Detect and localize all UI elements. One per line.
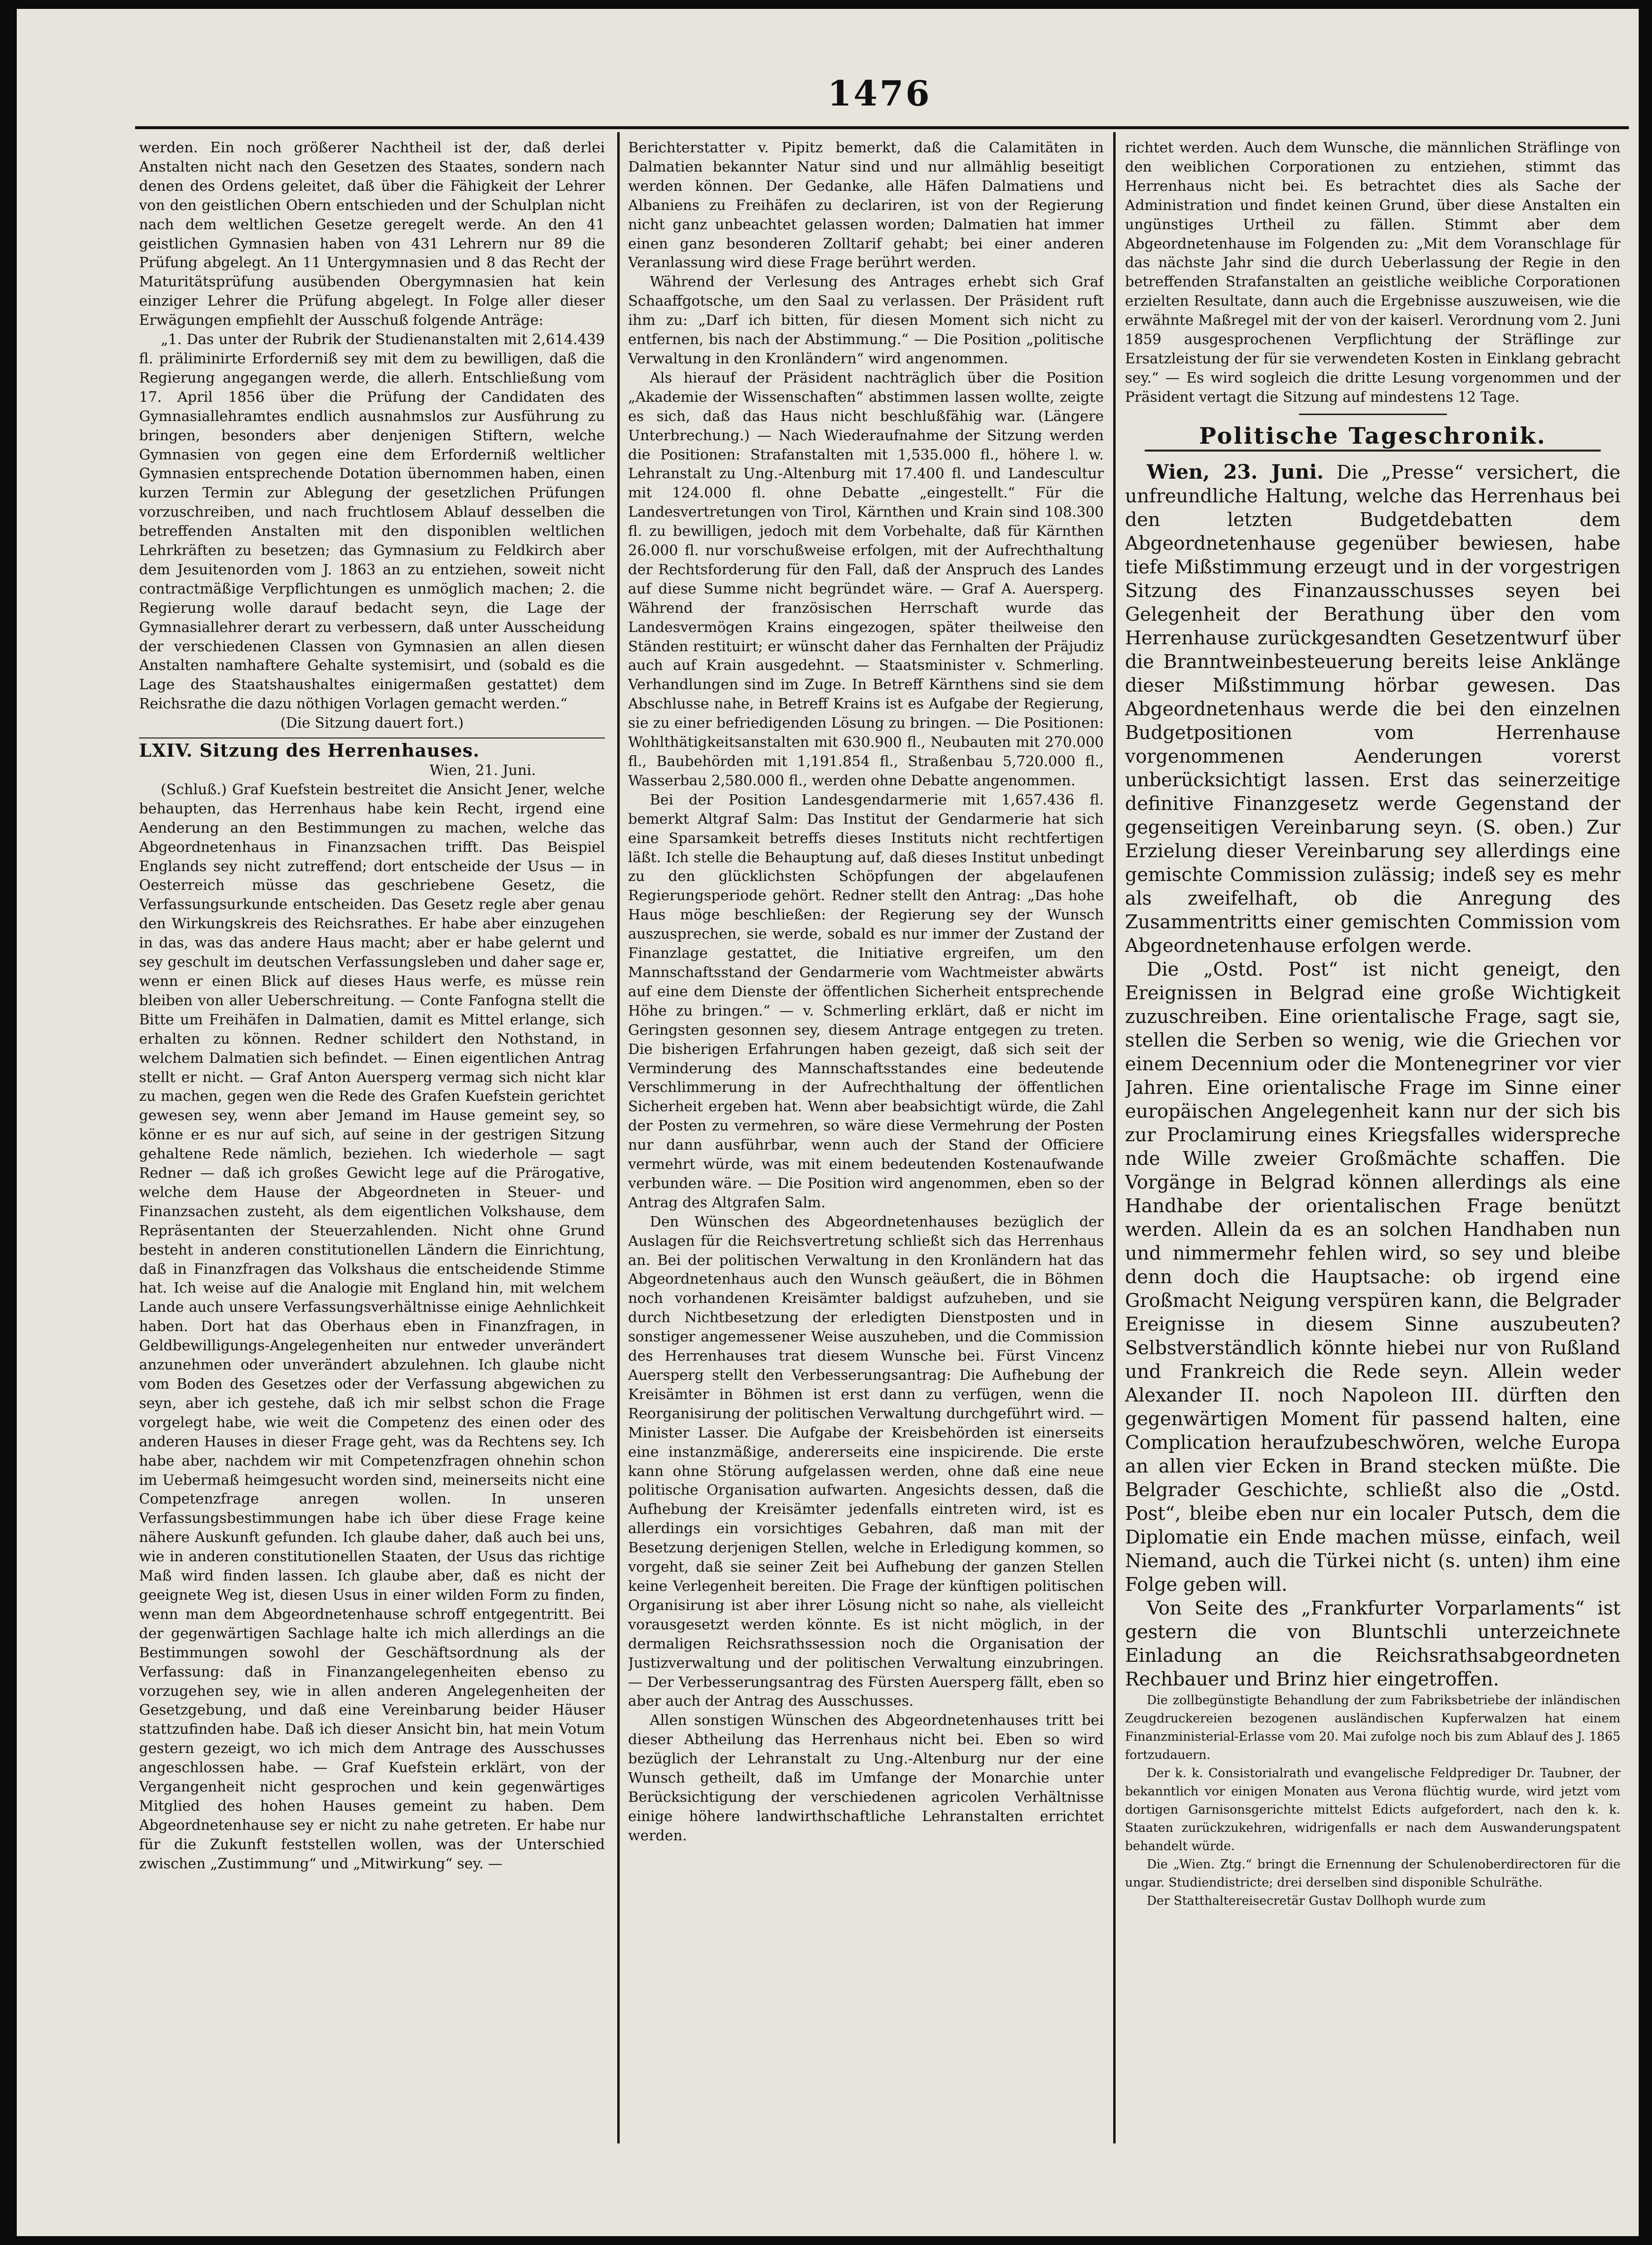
paragraph: Als hierauf der Präsident nachträglich über die Position „Akademie der Wissenschaften“ abstimmen lassen wollte, zeigte es sich, daß das Haus nicht beschlußfähig war. (Längere Unterbrechung.) — Nach Wiederaufnahme der Sitzung werden die Positionen: Strafanstalten mit 1,535.000 fl., höhere l. w. Lehranstalt zu Ung.-Altenburg mit 17.400 fl. und Landescultur mit 124.000 fl. ohne Debatte „eingestellt.“ Für die Landesvertretungen von Tirol, Kärnthen und Krain sind 108.300 fl. zu bewilligen, jedoch mit dem Vorbehalte, daß für Kärnthen 26.000 fl. nur vorschußweise erfolgen, mit der Aufrechthaltung der Rechtsforderung für den Fall, daß der Anspruch des Landes auf diese Summe nicht begründet wäre. — Graf A. Auersperg. Während der französischen Herrschaft wurde das Landesvermögen Krains eingezogen, später theilweise den Ständen restituirt; er wünscht daher das Fernhalten der Präjudiz auch auf Krain ausgedehnt. — Staatsminister v. Schmerling. Verhandlungen sind im Zuge. In Betreff Kärnthens sind sie dem Abschlusse nahe, in Betreff Krains ist es Aufgabe der Regierung, sie zu einer befriedigenden Lösung zu bringen. — Die Positionen: Wohlthätigkeitsanstalten mit 630.900 fl., Neubauten mit 270.000 fl., Baubehörden mit 1,191.854 fl., Straßenbau 5,720.000 fl., Wasserbau 2,580.000 fl., werden ohne Debatte angenommen.: [628, 369, 1104, 789]
dateline: Wien, 21. Juni.: [429, 762, 536, 778]
header-rule: [135, 126, 1629, 129]
paragraph: richtet werden. Auch dem Wunsche, die männlichen Sträflinge von den weiblichen Corporationen zu entziehen, stimmt das Herrenhaus nicht bei. Es betrachtet dies als Sache der Administration und findet keinen Grund, über diese Anstalten ein ungünstiges Urtheil zu fällen. Stimmt aber dem Abgeordnetenhause im Folgenden zu: „Mit dem Voranschlage für das nächste Jahr sind die durch Ueberlassung der Regie in den betreffenden Strafanstalten an geistliche weibliche Corporationen erzielten Resultate, dann auch die Ergebnisse auszuweisen, wie die erwähnte Maßregel mit der von der kaiserl. Verordnung vom 2. Juni 1859 ausgesprochenen Verpflichtung der Sträflinge zur Ersatzleistung der für sie verwendeten Kosten in Einklang gebracht sey.“ — Es wird sogleich die dritte Lesung vorgenommen und der Präsident vertagt die Sitzung auf mindestens 12 Tage.: [1125, 139, 1620, 405]
paragraph: werden. Ein noch größerer Nachtheil ist der, daß derlei Anstalten nicht nach den Gesetzen des Staates, sondern nach denen des Ordens geleitet, daß über die Fähigkeit der Lehrer von den geistlichen Obern entschieden und der Schulplan nicht nach dem weltlichen Gesetze geregelt werde. An den 41 geistlichen Gymnasien haben von 431 Lehrern nur 89 die Prüfung abgelegt. An 11 Untergymnasien und 8 das Recht der Maturitätsprüfung ausübenden Obergymnasien hat kein einziger Lehrer die Prüfung abgelegt. In Folge aller dieser Erwägungen empfiehlt der Ausschuß folgende Anträge:: [139, 139, 605, 329]
dateline-paragraph: [1125, 460, 1620, 957]
section-heading: LXIV. Sitzung des Herrenhauses.: [139, 740, 480, 762]
title-rule: [1145, 450, 1601, 452]
paragraph: Die zollbegünstigte Behandlung der zum Fabriksbetriebe der inländischen Zeugdruckereien bezogenen ausländischen Kupferwalzen hat einem Finanzministerial-Erlasse vom 20. Mai zufolge noch bis zum Ablauf des J. 1865 fortzudauern.: [1125, 1692, 1620, 1762]
section-divider: [1299, 414, 1447, 415]
chronicle-title: Politische Tageschronik.: [1199, 422, 1547, 449]
newspaper-page: [17, 9, 1639, 2236]
paragraph: (Schluß.) Graf Kuefstein bestreitet die Ansicht Jener, welche behaupten, das Herrenhaus habe kein Recht, irgend eine Aenderung an den Bestimmungen zu machen, welche das Abgeordnetenhaus in Finanzsachen trifft. Das Beispiel Englands sey nicht zutreffend; dort entscheide der Usus — in Oesterreich müsse das geschriebene Gesetz, die Verfassungsurkunde entscheiden. Das Gesetz regle aber genau den Wirkungskreis des Reichsrathes. Er habe aber einzugehen in das, was das andere Haus macht; aber er habe gelernt und sey geschult im deutschen Verfassungsleben und daher sage er, wenn er einen Blick auf dieses Haus werfe, es müsse rein bleiben von aller Ueberschreitung. — Conte Fanfogna stellt die Bitte um Freihäfen in Dalmatien, damit es Mittel erlange, sich erhalten zu können. Redner schildert den Nothstand, in welchem Dalmatien sich befindet. — Einen eigentlichen Antrag stellt er nicht. — Graf Anton Auersperg vermag sich nicht klar zu machen, gegen wen die Rede des Grafen Kuefstein gerichtet gewesen sey, wenn aber Jemand im Hause gemeint sey, so könne er es nur auf sich, auf seine in der gestrigen Sitzung gehaltene Rede nämlich, beziehen. Ich wiederhole — sagt Redner — daß ich großes Gewicht lege auf die Prärogative, welche dem Hause der Abgeordneten in Steuer- und Finanzsachen zusteht, als dem eigentlichen Volkshause, dem Repräsentanten der Steuerzahlenden. Nicht ohne Grund besteht in anderen constitutionellen Ländern die Einrichtung, daß in Finanzfragen das Volkshaus die entscheidende Stimme hat. Ich weise auf die Analogie mit England hin, mit welchem Lande auch unsere Verfassungsverhältnisse einige Aehnlichkeit haben. Dort hat das Oberhaus eben in Finanzfragen, in Geldbewilligungs-Angelegenheiten nur entweder unverändert anzunehmen oder unverändert abzulehnen. Ich glaube nicht vom Boden des Gesetzes oder der Verfassung abgewichen zu seyn, aber ich gestehe, daß ich mir selbst schon die Frage vorgelegt habe, wie weit die Competenz des einen oder des anderen Hauses in dieser Frage geht, was da Rechtens sey. Ich habe aber, nachdem wir mit Competenzfragen ohnehin schon im Uebermaß heimgesucht worden sind, meinerseits nicht eine Competenzfrage anregen wollen. In unseren Verfassungsbestimmungen habe ich über diese Frage keine nähere Auskunft gefunden. Ich glaube daher, daß auch bei uns, wie in anderen constitutionellen Staaten, der Usus das richtige Maß wird finden lassen. Ich glaube aber, daß es nicht der geeignete Weg ist, diesen Usus in einer wilden Form zu finden, wenn man dem Abgeordnetenhause schroff entgegentritt. Bei der gegenwärtigen Sachlage halte ich mich allerdings an die Bestimmungen sowohl der Geschäftsordnung als der Verfassung: daß in Finanzangelegenheiten ebenso zu vorzugehen sey, wie in allen anderen Angelegenheiten der Gesetzgebung, und daß eine Vereinbarung beider Häuser stattzufinden habe. Daß ich dieser Ansicht bin, hat mein Votum gestern gezeigt, wo ich mich dem Antrage des Ausschusses angeschlossen habe. — Graf Kuefstein erklärt, von der Vergangenheit nicht gesprochen und kein gegenwärtiges Mitglied des hohen Hauses gemeint zu haben. Dem Abgeordnetenhause sey er nicht zu nahe getreten. Er habe nur für die Zukunft feststellen wollen, was der Unterschied zwischen „Zustimmung“ und „Mitwirkung“ sey. —: [139, 780, 605, 1872]
column-1: [139, 138, 605, 2135]
paragraph: Die „Ostd. Post“ ist nicht geneigt, den Ereignissen in Belgrad eine große Wichtigkeit zuzuschreiben. Eine orientalische Frage, sagt sie, stellen die Serben so wenig, wie die Griechen vor einem Decennium oder die Montenegriner vor vier Jahren. Eine orientalische Frage im Sinne einer europäischen Angelegenheit kann nur der sich bis zur Proclamirung eines Kriegsfalles widerspreche nde Wille zweier Großmächte schaffen. Die Vorgänge in Belgrad können allerdings als eine Handhabe der orientalischen Frage benützt werden. Allein da es an solchen Handhaben nun und nimmermehr fehlen wird, so sey und bleibe denn doch die Hauptsache: ob irgend eine Großmacht Neigung verspüren kann, die Belgrader Ereignisse in diesem Sinne auszubeuten? Selbstverständlich könnte hiebei nur von Rußland und Frankreich die Rede seyn. Allein weder Alexander II. noch Napoleon III. dürften den gegenwärtigen Moment für passend halten, eine Complication heraufzubeschwören, welche Europa an allen vier Ecken in Brand stecken müßte. Die Belgrader Geschichte, schließt also die „Ostd. Post“, bleibe eben nur ein localer Putsch, dem die Diplomatie ein Ende machen müsse, einfach, weil Niemand, auch die Türkei nicht (s. unten) ihm eine Folge geben will.: [1125, 958, 1620, 1595]
paragraph: Der Statthaltereisecretär Gustav Dollhoph wurde zum: [1147, 1893, 1486, 1908]
paragraph: Die „Wien. Ztg.“ bringt die Ernennung der Schulenoberdirectoren für die ungar. Studiendistricte; drei derselben sind disponible Schulräthe.: [1125, 1857, 1620, 1890]
page-number: 1476: [827, 73, 932, 114]
column-3: [1125, 138, 1620, 2135]
column-divider-1: [617, 132, 620, 2143]
paragraph: Berichterstatter v. Pipitz bemerkt, daß die Calamitäten in Dalmatien bekannter Natur sind und nur allmählig beseitigt werden können. Der Gedanke, alle Häfen Dalmatiens und Albaniens zu Freihäfen zu declariren, ist von der Regierung nicht ganz unbeachtet gelassen worden; Dalmatien hat immer einen ganz besonderen Zolltarif gehabt; bei einer anderen Veranlassung wird diese Frage berührt werden.: [628, 139, 1104, 271]
session-continues-note: (Die Sitzung dauert fort.): [280, 714, 464, 732]
wien-dateline: Wien, 23. Juni.: [1147, 460, 1324, 484]
paragraph: Während der Verlesung des Antrages erhebt sich Graf Schaaffgotsche, um den Saal zu verlassen. Der Präsident ruft ihm zu: „Darf ich bitten, für diesen Moment sich nicht zu entfernen, bis nach der Abstimmung.“ — Die Position „politische Verwaltung in den Kronländern“ wird angenommen.: [628, 273, 1104, 367]
paragraph: Die „Presse“ versichert, die unfreundliche Haltung, welche das Herrenhaus bei den letzten Budgetdebatten dem Abgeordnetenhause gegenüber bewiesen, habe tiefe Mißstimmung erzeugt und in der vorgestrigen Sitzung des Finanzausschusses seyen bei Gelegenheit der Berathung über den vom Herrenhause zurückgesandten Gesetzentwurf über die Branntweinbesteuerung bereits leise Anklänge dieser Mißstimmung hörbar gewesen. Das Abgeordnetenhaus werde die bei den einzelnen Budgetpositionen vom Herrenhause vorgenommenen Aenderungen vorerst unberücksichtigt lassen. Erst das seinerzeitige definitive Finanzgesetz werde Gegenstand der gegenseitigen Vereinbarung seyn. (S. oben.) Zur Erzielung dieser Vereinbarung sey allerdings eine gemischte Commission zulässig; indeß sey es mehr als zweifelhaft, ob die Anregung des Zusammentritts einer gemischten Commission vom Abgeordnetenhause erfolgen werde.: [1125, 461, 1620, 956]
column-2: [628, 138, 1104, 2135]
paragraph: Den Wünschen des Abgeordnetenhauses bezüglich der Auslagen für die Reichsvertretung schließt sich das Herrenhaus an. Bei der politischen Verwaltung in den Kronländern hat das Abgeordnetenhaus auch den Wunsch geäußert, die in Böhmen noch vorhandenen Kreisämter baldigst aufzuheben, und sie durch Nichtbesetzung der erledigten Dienstposten und in sonstiger angemessener Weise auszuheben, und die Commission des Herrenhauses trat diesem Wunsche bei. Fürst Vincenz Auersperg stellt den Verbesserungsantrag: Die Aufhebung der Kreisämter in Böhmen ist erst dann zu verfügen, wenn die Reorganisirung der politischen Verwaltung durchgeführt wird. — Minister Lasser. Die Aufgabe der Kreisbehörden ist einerseits eine instanzmäßige, andererseits eine inspicirende. Die erste kann ohne Störung aufgelassen werden, ohne daß eine neue politische Organisation aufwarten. Angesichts dessen, daß die Aufhebung der Kreisämter jedenfalls eintreten wird, ist es allerdings ein vorsichtiges Gebahren, daß man mit der Besetzung derjenigen Stellen, welche in Erledigung kommen, so vorgeht, daß sie seiner Zeit bei Aufhebung der ganzen Stellen keine Verlegenheit bereiten. Die Frage der künftigen politischen Organisirung ist aber ihrer Lösung nicht so nahe, als vielleicht vorausgesetzt werden könnte. Es ist nicht möglich, in der dermaligen Reichsrathssession noch die Organisation der Justizverwaltung und der politischen Verwaltung einzubringen. — Der Verbesserungsantrag des Fürsten Auersperg fällt, eben so aber auch der Antrag des Ausschusses.: [628, 1213, 1104, 1710]
paragraph: Bei der Position Landesgendarmerie mit 1,657.436 fl. bemerkt Altgraf Salm: Das Institut der Gendarmerie hat sich eine Sparsamkeit betreffs dieses Instituts nicht rechtfertigen läßt. Ich stelle die Behauptung auf, daß dieses Institut unbedingt zu den glücklichsten Schöpfungen der abgelaufenen Regierungsperiode gehört. Redner stellt den Antrag: „Das hohe Haus möge beschließen: der Regierung sey der Wunsch auszusprechen, sie werde, sobald es nur immer der Zustand der Finanzlage gestattet, die Initiative ergreifen, um den Mannschaftsstand der Gendarmerie vom Wachtmeister abwärts auf eine dem Dienste der öffentlichen Sicherheit entsprechende Höhe zu bringen.“ — v. Schmerling erklärt, daß er nicht im Geringsten gesonnen sey, diesem Antrage entgegen zu treten. Die bisherigen Erfahrungen haben gezeigt, daß sich seit der Verminderung des Mannschaftsstandes eine bedeutende Verschlimmerung in der Aufrechthaltung der öffentlichen Sicherheit ergeben hat. Wenn aber beabsichtigt würde, die Zahl der Posten zu vermehren, so wäre diese Vermehrung der Posten nur dann ausführbar, wenn auch der Stand der Officiere vermehrt würde, was mit einem bedeutenden Kostenaufwande verbunden wäre. — Die Position wird angenommen, eben so der Antrag des Altgrafen Salm.: [628, 791, 1104, 1211]
paragraph: „1. Das unter der Rubrik der Studienanstalten mit 2,614.439 fl. präliminirte Erforderniß sey mit dem zu bewilligen, daß die Regierung angegangen werde, die allerh. Entschließung vom 17. April 1856 über die Prüfung der Candidaten des Gymnasiallehramtes endlich ausnahmslos zur Ausführung zu bringen, besonders aber denjenigen Stiftern, welche Gymnasien von gegen eine dem Erforderniß weltlicher Gymnasien entsprechende Dotation übernommen haben, einen kurzen Termin zur Ablegung der gesetzlichen Prüfungen vorzuschreiben, und nach fruchtlosem Ablauf desselben die betreffenden Anstalten mit den disponiblen weltlichen Lehrkräften zu besetzen; das Gymnasium zu Feldkirch aber dem Jesuitenorden vom J. 1863 an zu entziehen, soweit nicht contractmäßige Verpflichtungen es unmöglich machen; 2. die Regierung wolle darauf bedacht seyn, die Lage der Gymnasiallehrer derart zu verbessern, daß unter Ausscheidung der verschiedenen Classen von Gymnasien an allen diesen Anstalten namhaftere Gehalte systemisirt, und (sobald es die Lage des Staatshaushaltes einigermaßen gestattet) dem Reichsrathe die dazu nöthigen Vorlagen gemacht werden.“: [139, 331, 605, 712]
paragraph: Der k. k. Consistorialrath und evangelische Feldprediger Dr. Taubner, der bekanntlich vor einigen Monaten aus Verona flüchtig wurde, wird jetzt vom dortigen Garnisonsgerichte mittelst Edicts aufgefordert, nach den k. k. Staaten zurückzukehren, widrigenfalls er nach dem Auswanderungspatent behandelt würde.: [1125, 1765, 1620, 1853]
column-divider-2: [1113, 132, 1116, 2143]
paragraph: Allen sonstigen Wünschen des Abgeordnetenhauses tritt bei dieser Abtheilung das Herrenhaus nicht bei. Eben so wird bezüglich der Lehranstalt zu Ung.-Altenburg nur der eine Wunsch getheilt, daß im Umfange der Monarchie unter Berücksichtigung der verschiedenen agricolen Verhältnisse einige höhere landwirthschaftliche Lehranstalten errichtet werden.: [628, 1712, 1104, 1844]
section-divider: [139, 737, 605, 738]
paragraph: Von Seite des „Frankfurter Vorparlaments“ ist gestern die von Bluntschli unterzeichnete Einladung an die Reichsrathsabgeordneten Rechbauer und Brinz hier eingetroffen.: [1125, 1597, 1620, 1690]
